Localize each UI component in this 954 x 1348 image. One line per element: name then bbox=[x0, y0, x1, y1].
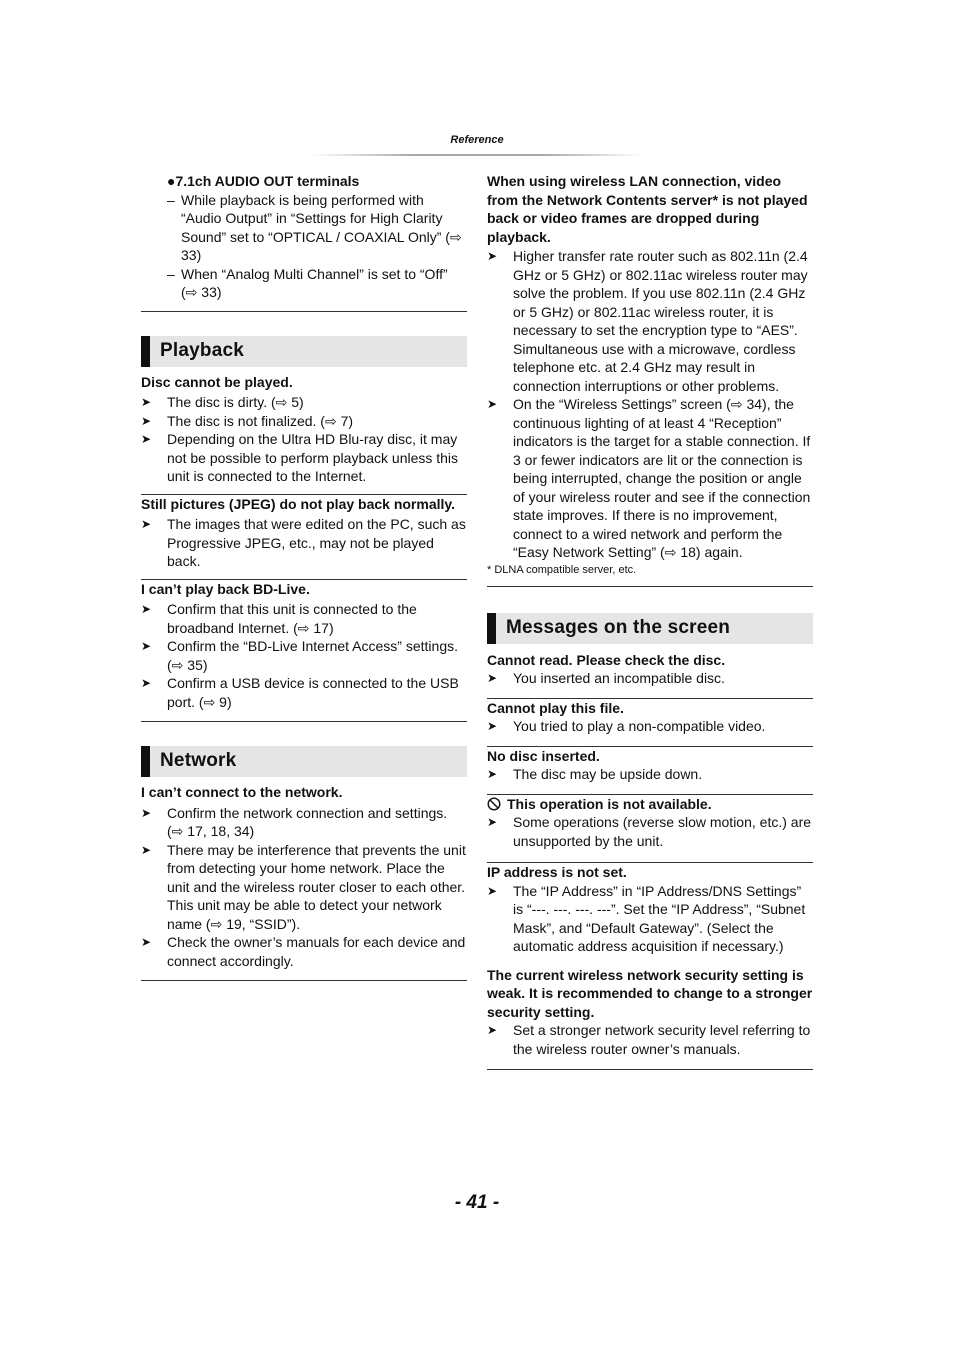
bullet-dot-icon: ● bbox=[167, 173, 176, 189]
list-item bbox=[141, 265, 467, 302]
section-title: Messages on the screen bbox=[506, 616, 731, 638]
chevron-right-icon: ➤ bbox=[141, 517, 152, 531]
page-number: - 41 - bbox=[454, 1192, 500, 1213]
issue-list bbox=[141, 393, 467, 486]
message-group bbox=[487, 699, 813, 736]
message-group bbox=[487, 795, 813, 851]
message-list bbox=[487, 765, 813, 784]
divider bbox=[141, 721, 467, 722]
dash-icon: – bbox=[167, 265, 175, 282]
playback-group-1 bbox=[141, 373, 467, 486]
issue-list bbox=[141, 804, 467, 971]
list-item bbox=[141, 393, 467, 412]
message-heading: No disc inserted. bbox=[487, 747, 600, 764]
header-rule bbox=[312, 154, 642, 156]
list-item-text: The disc is dirty. (⇨ 5) bbox=[167, 394, 304, 410]
list-item bbox=[487, 717, 813, 736]
chevron-right-icon: ➤ bbox=[141, 935, 152, 949]
list-item-text: You tried to play a non-compatible video. bbox=[513, 718, 766, 734]
section-accent bbox=[487, 613, 496, 644]
section-playback-bar bbox=[141, 336, 467, 367]
chevron-right-icon: ➤ bbox=[487, 249, 498, 263]
list-item bbox=[141, 637, 467, 674]
chevron-right-icon: ➤ bbox=[141, 676, 152, 690]
list-item-text: While playback is being performed with “Audio Output” in “Settings for High Clarity Sound” set to “OPTICAL / COAXIAL Only” (⇨ 33) bbox=[181, 191, 462, 263]
section-accent bbox=[141, 746, 150, 777]
divider bbox=[487, 586, 813, 587]
list-item bbox=[487, 765, 813, 784]
issue-heading: Disc cannot be played. bbox=[141, 373, 293, 390]
section-accent bbox=[141, 336, 150, 367]
list-item bbox=[487, 669, 813, 688]
list-item-text: Some operations (reverse slow motion, etc.) are unsupported by the unit. bbox=[513, 814, 812, 849]
issue-list bbox=[487, 247, 813, 562]
list-item-text: The images that were edited on the PC, such as Progressive JPEG, etc., may not be played back. bbox=[167, 516, 466, 569]
chevron-right-icon: ➤ bbox=[487, 767, 498, 781]
issue-heading: Still pictures (JPEG) do not play back normally. bbox=[141, 495, 456, 512]
list-item bbox=[487, 395, 813, 562]
audio-out-title: 7.1ch AUDIO OUT terminals bbox=[175, 173, 360, 189]
playback-group-2 bbox=[141, 495, 467, 571]
list-item-text: The disc may be upside down. bbox=[513, 766, 703, 782]
right-column bbox=[487, 172, 813, 1070]
issue-list bbox=[141, 600, 467, 711]
issue-heading: I can’t play back BD-Live. bbox=[141, 580, 310, 597]
list-item-text: Depending on the Ultra HD Blu-ray disc, it may not be possible to perform playback unless this unit is connected to the Internet. bbox=[167, 431, 459, 484]
section-network-bar bbox=[141, 746, 467, 777]
list-item bbox=[487, 247, 813, 395]
chevron-right-icon: ➤ bbox=[141, 432, 152, 446]
left-column bbox=[141, 172, 467, 981]
chevron-right-icon: ➤ bbox=[141, 842, 152, 857]
page-header bbox=[0, 134, 954, 146]
message-heading: Cannot read. Please check the disc. bbox=[487, 651, 726, 668]
message-heading: IP address is not set. bbox=[487, 864, 627, 880]
message-list bbox=[487, 882, 813, 956]
footnote: * DLNA compatible server, etc. bbox=[487, 563, 637, 576]
list-item bbox=[141, 841, 467, 934]
list-item bbox=[141, 804, 467, 841]
list-item-text: Set a stronger network security level referring to the wireless router owner’s manuals. bbox=[513, 1022, 811, 1057]
chevron-right-icon: ➤ bbox=[141, 395, 152, 409]
list-item-text: Higher transfer rate router such as 802.11n (2.4 GHz or 5 GHz) or 802.11ac wireless router may solve the problem. If you use 802.11n (2.4 GHz or 5 GHz) or 802.11ac wireless router, it is necessary to set the encryption type to “AES”. Simultaneous use with a microwave, cordless telephone etc. at 2.4 GHz may result in connection interruptions or other problems. bbox=[513, 248, 808, 394]
chevron-right-icon: ➤ bbox=[487, 883, 498, 898]
header-title: Reference bbox=[450, 134, 504, 146]
audio-out-list bbox=[141, 191, 467, 302]
list-item bbox=[141, 191, 467, 265]
message-heading-row bbox=[487, 795, 813, 814]
message-group bbox=[487, 651, 813, 688]
chevron-right-icon: ➤ bbox=[141, 602, 152, 616]
message-list bbox=[487, 813, 813, 850]
divider bbox=[141, 311, 467, 312]
list-item-text: Confirm the “BD-Live Internet Access” settings. (⇨ 35) bbox=[167, 638, 458, 673]
list-item-text: The “IP Address” in “IP Address/DNS Settings” is “---. ---. ---. ---”. Set the “IP Address”, “Subnet Mask”, and “Default Gateway”. (Select the automatic address acquisition if necessary.) bbox=[513, 882, 806, 954]
network-group-1 bbox=[141, 783, 467, 970]
list-item bbox=[487, 813, 813, 850]
message-group bbox=[487, 966, 813, 1059]
message-heading: This operation is not available. bbox=[507, 795, 712, 812]
issue-heading: When using wireless LAN connection, video from the Network Contents server* is not played back or video frames are dropped during playback. bbox=[487, 173, 808, 245]
divider bbox=[487, 1069, 813, 1070]
list-item-text: There may be interference that prevents the unit from detecting your home network. Place the unit and the wireless router closer to each other. This unit may be able to detect your network name (⇨ 19, “SSID”). bbox=[167, 841, 466, 932]
list-item-text: Confirm that this unit is connected to the broadband Internet. (⇨ 17) bbox=[167, 601, 417, 636]
list-item-text: The disc is not finalized. (⇨ 7) bbox=[167, 412, 354, 429]
section-messages-bar bbox=[487, 613, 813, 644]
list-item-text: You inserted an incompatible disc. bbox=[513, 670, 725, 686]
message-list bbox=[487, 1021, 813, 1058]
divider bbox=[141, 980, 467, 981]
list-item-text: Check the owner’s manuals for each device and connect accordingly. bbox=[167, 934, 466, 969]
message-group bbox=[487, 863, 813, 956]
issue-list bbox=[141, 515, 467, 571]
message-group bbox=[487, 747, 813, 784]
list-item bbox=[141, 933, 467, 970]
list-item-text: On the “Wireless Settings” screen (⇨ 34), the continuous lighting of at least 4 “Reception” indicators is the target for a stable connection. If 3 or fewer indicators are lit or the connection is being interrupted, change the position or angle of your wireless router and see if the connection state improves. If there is no improvement, connect to a wired network and perform the “Easy Network Setting” (⇨ 18) again. bbox=[513, 396, 811, 560]
list-item-text: Confirm a USB device is connected to the USB port. (⇨ 9) bbox=[167, 675, 459, 710]
list-item bbox=[141, 412, 467, 431]
chevron-right-icon: ➤ bbox=[141, 639, 152, 653]
message-heading: The current wireless network security setting is weak. It is recommended to change to a stronger security setting. bbox=[487, 966, 813, 1020]
chevron-right-icon: ➤ bbox=[487, 1023, 498, 1037]
list-item-text: When “Analog Multi Channel” is set to “Off” (⇨ 33) bbox=[181, 265, 448, 300]
issue-heading: I can’t connect to the network. bbox=[141, 784, 343, 800]
list-item-text: Confirm the network connection and settings. (⇨ 17, 18, 34) bbox=[167, 804, 448, 839]
list-item bbox=[141, 515, 467, 571]
message-list bbox=[487, 717, 813, 736]
list-item bbox=[141, 600, 467, 637]
wireless-block bbox=[487, 172, 813, 577]
dash-icon: – bbox=[167, 191, 175, 208]
chevron-right-icon: ➤ bbox=[487, 719, 498, 733]
section-title: Playback bbox=[160, 339, 244, 361]
chevron-right-icon: ➤ bbox=[141, 805, 152, 820]
list-item bbox=[141, 430, 467, 486]
message-list bbox=[487, 669, 813, 688]
list-item bbox=[141, 674, 467, 711]
audio-out-title-row bbox=[141, 172, 467, 191]
list-item bbox=[487, 1021, 813, 1058]
chevron-right-icon: ➤ bbox=[487, 815, 498, 829]
prohibited-icon bbox=[487, 797, 501, 811]
chevron-right-icon: ➤ bbox=[487, 671, 498, 685]
chevron-right-icon: ➤ bbox=[141, 413, 152, 428]
playback-group-3 bbox=[141, 580, 467, 712]
chevron-right-icon: ➤ bbox=[487, 397, 498, 411]
section-title: Network bbox=[160, 750, 237, 772]
audio-out-block bbox=[141, 172, 467, 302]
message-heading: Cannot play this file. bbox=[487, 699, 624, 716]
list-item bbox=[487, 882, 813, 956]
